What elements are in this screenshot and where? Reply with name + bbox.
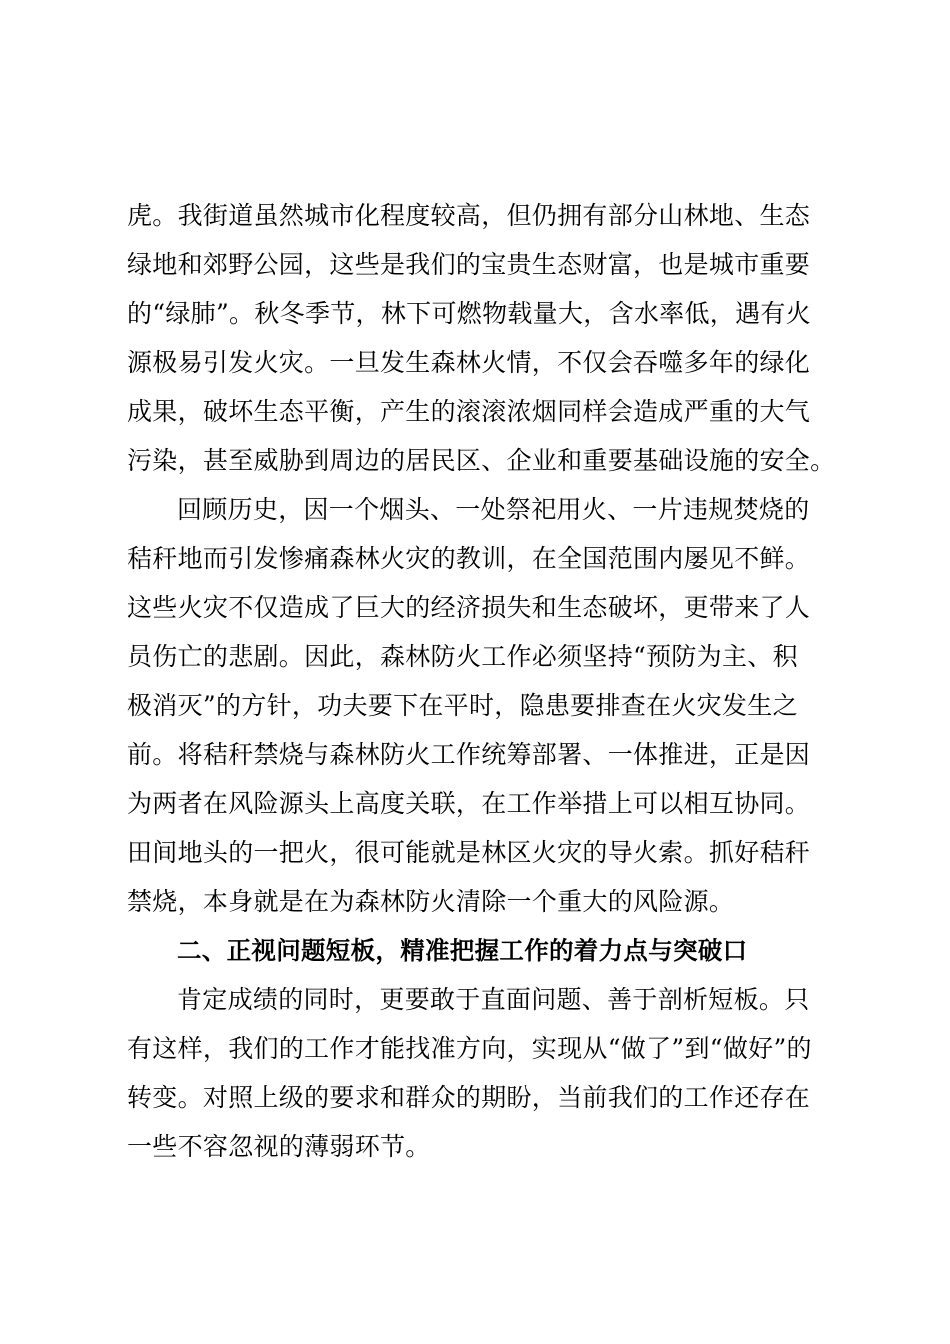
text-line: 虎。我街道虽然城市化程度较高，但仍拥有部分山林地、生态 [127, 201, 811, 230]
text-line: 为两者在风险源头上高度关联，在工作举措上可以相互协同。 [127, 789, 811, 818]
text-line: 这些火灾不仅造成了巨大的经济损失和生态破坏，更带来了人 [127, 593, 811, 622]
text-line: 的“绿肺”。秋冬季节，林下可燃物载量大，含水率低，遇有火 [127, 299, 811, 328]
text-line: 田间地头的一把火，很可能就是林区火灾的导火索。抓好秸秆 [127, 838, 811, 867]
text-line: 秸秆地而引发惨痛森林火灾的教训，在全国范围内屡见不鲜。 [127, 544, 811, 573]
text-line: 回顾历史，因一个烟头、一处祭祀用火、一片违规焚烧的 [177, 495, 810, 524]
text-line: 源极易引发火灾。一旦发生森林火情，不仅会吞噬多年的绿化 [127, 348, 811, 377]
text-line: 污染，甚至威胁到周边的居民区、企业和重要基础设施的安全。 [127, 446, 836, 475]
text-line: 成果，破坏生态平衡，产生的滚滚浓烟同样会造成严重的大气 [127, 397, 811, 426]
section-heading: 二、正视问题短板，精准把握工作的着力点与突破口 [177, 936, 748, 965]
paragraph-forest-ecology [127, 191, 836, 485]
text-line: 一些不容忽视的薄弱环节。 [127, 1132, 431, 1161]
text-line: 极消灭”的方针，功夫要下在平时，隐患要排查在火灾发生之 [127, 691, 798, 720]
text-line: 有这样，我们的工作才能找准方向，实现从“做了”到“做好”的 [127, 1034, 812, 1063]
text-line: 员伤亡的悲剧。因此，森林防火工作必须坚持“预防为主、积 [127, 642, 798, 671]
text-line: 绿地和郊野公园，这些是我们的宝贵生态财富，也是城市重要 [127, 250, 811, 279]
text-line: 转变。对照上级的要求和群众的期盼，当前我们的工作还存在 [127, 1083, 811, 1112]
document-body [127, 191, 836, 1171]
paragraph-weaknesses [127, 975, 827, 1171]
text-line: 肯定成绩的同时，更要敢于直面问题、善于剖析短板。只 [177, 985, 810, 1014]
text-line: 禁烧，本身就是在为森林防火清除一个重大的风险源。 [127, 887, 735, 916]
paragraph-history-lessons [127, 485, 827, 926]
text-line: 前。将秸秆禁烧与森林防火工作统筹部署、一体推进，正是因 [127, 740, 811, 769]
